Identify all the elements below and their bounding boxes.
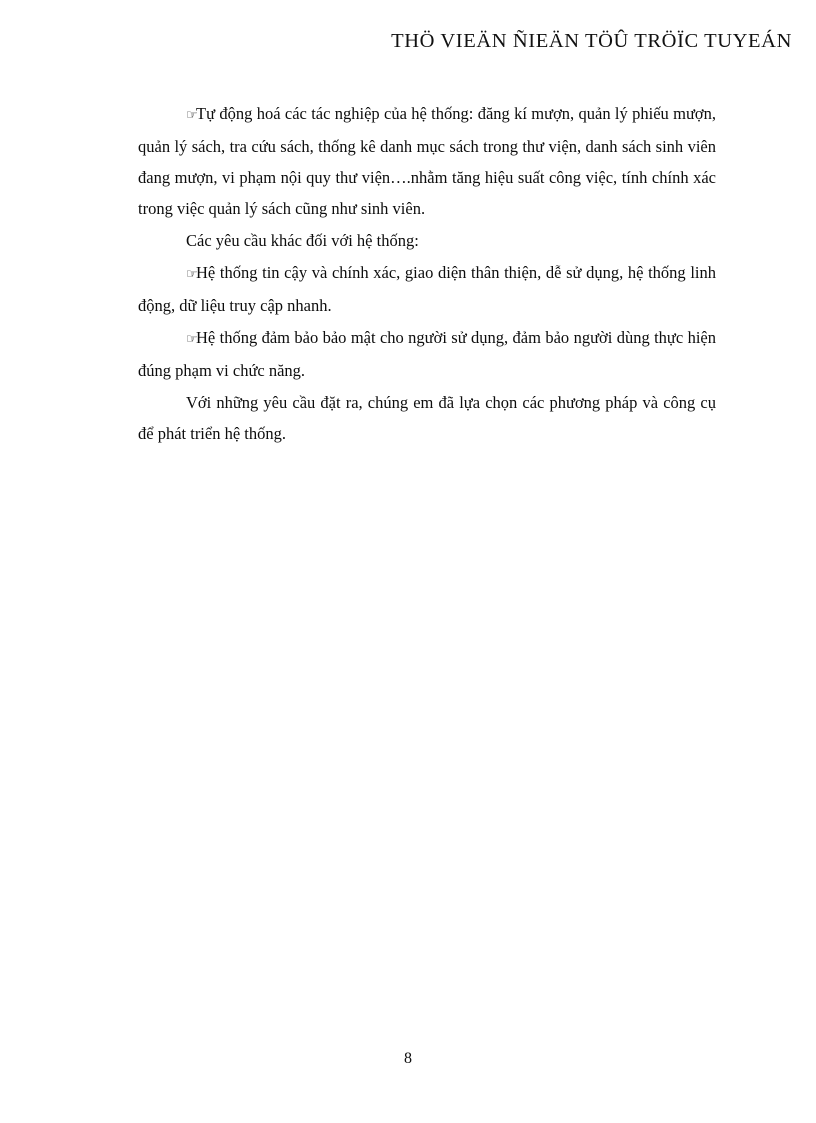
- bullet-icon: ☞: [186, 108, 198, 123]
- paragraph-5: [138, 387, 716, 449]
- document-body: [138, 98, 716, 450]
- paragraph-bullet-3: [138, 322, 716, 386]
- bullet-icon: ☞: [186, 332, 198, 347]
- paragraph-text: Các yêu cầu khác đối với hệ thống:: [186, 231, 419, 250]
- bullet-icon: ☞: [186, 267, 198, 282]
- paragraph-text: Tự động hoá các tác nghiệp của hệ thống: đăng kí mượn, quản lý phiếu mượn, quản lý sách, tra cứu sách, thống kê danh mục sách trong thư viện, danh sách sinh viên đang mượn, vi phạm nội quy thư viện….nhằm tăng hiệu suất công việc, tính chính xác trong việc quản lý sách cũng như sinh viên.: [138, 104, 716, 218]
- paragraph-bullet-1: [138, 98, 716, 224]
- paragraph-2: [138, 225, 716, 256]
- paragraph-text: Hệ thống đảm bảo bảo mật cho người sử dụng, đảm bảo người dùng thực hiện đúng phạm vi chức năng.: [138, 328, 716, 380]
- paragraph-text: Hệ thống tin cậy và chính xác, giao diện thân thiện, dễ sử dụng, hệ thống linh động, dữ liệu truy cập nhanh.: [138, 263, 716, 315]
- page-number: 8: [404, 1050, 412, 1067]
- paragraph-bullet-2: [138, 257, 716, 321]
- page-header: THÖ VIEÄN ÑIEÄN TÖÛ TRÖÏC TUYEÁN: [391, 30, 792, 52]
- paragraph-text: Với những yêu cầu đặt ra, chúng em đã lựa chọn các phương pháp và công cụ để phát triển hệ thống.: [138, 393, 716, 443]
